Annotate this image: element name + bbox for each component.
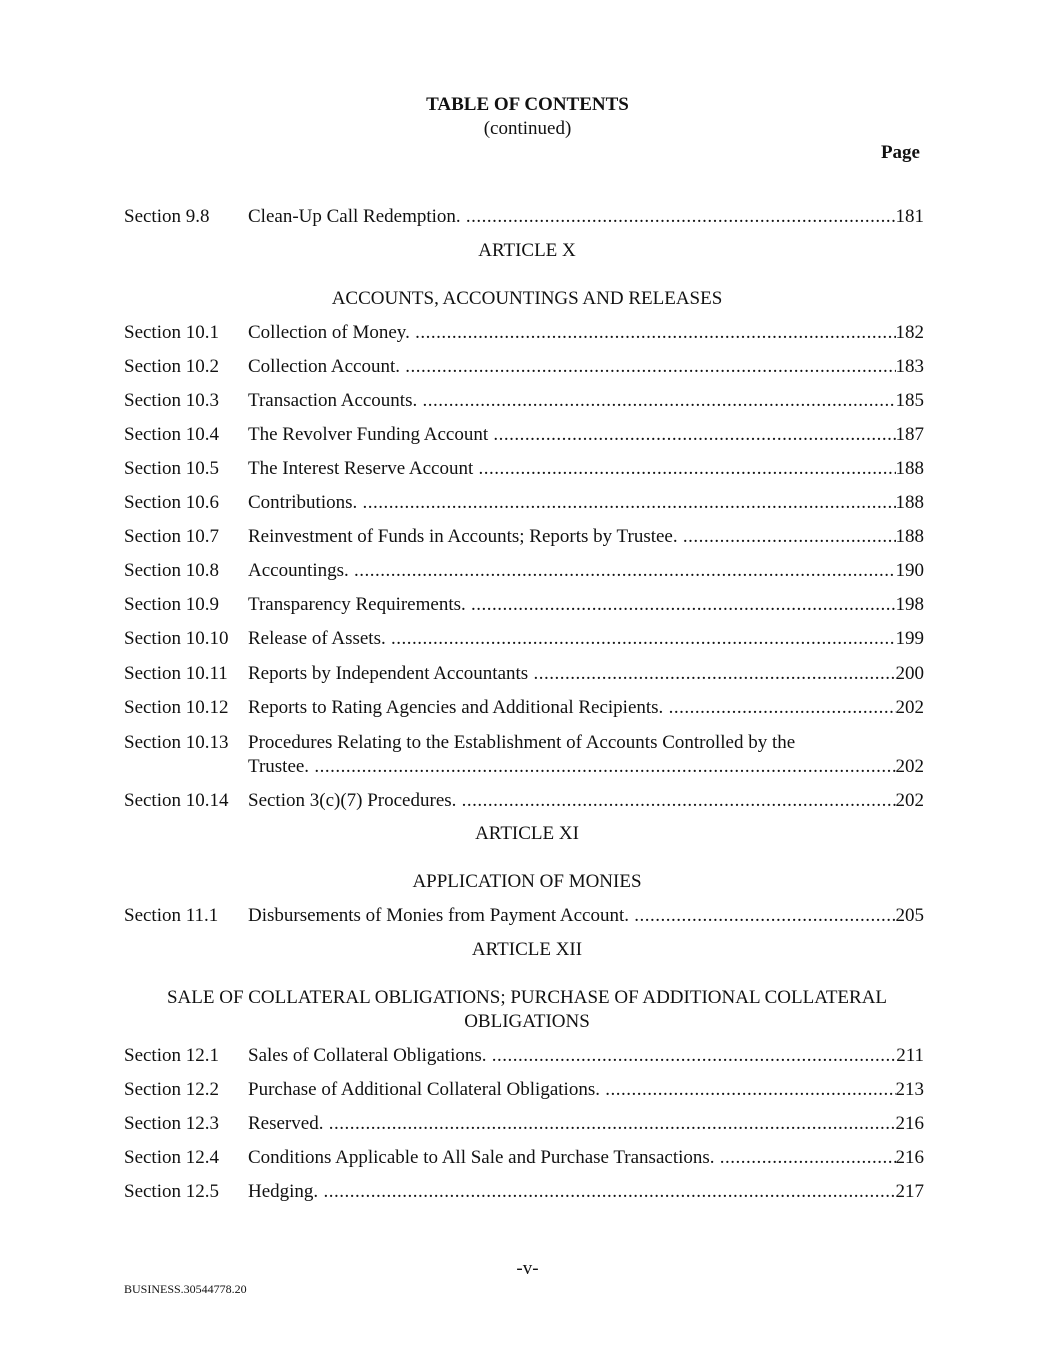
page-number: 202 <box>895 790 924 811</box>
page-number: 188 <box>895 526 924 547</box>
section-number: Section 12.2 <box>124 1079 219 1100</box>
section-number: Section 10.7 <box>124 526 219 547</box>
page-number: 205 <box>895 905 924 926</box>
section-title: Purchase of Additional Collateral Obligations. ..... <box>248 1079 896 1100</box>
section-number: Section 10.10 <box>124 628 229 649</box>
section-title: Section 3(c)(7) Procedures. ..... <box>248 790 896 811</box>
page-number: 217 <box>895 1181 924 1202</box>
section-title: The Revolver Funding Account ..... <box>248 424 896 445</box>
page-number: 202 <box>895 697 924 718</box>
page-number: 211 <box>896 1045 924 1066</box>
section-title: Disbursements of Monies from Payment Account. ..... <box>248 905 896 926</box>
section-number: Section 10.5 <box>124 458 219 479</box>
section-number: Section 10.9 <box>124 594 219 615</box>
toc-entry[interactable] <box>124 789 924 813</box>
section-title-line2: Trustee. ..... <box>248 756 896 777</box>
section-number: Section 12.1 <box>124 1045 219 1066</box>
page-number: 199 <box>895 628 924 649</box>
toc-entry[interactable] <box>124 423 924 447</box>
document-id: BUSINESS.30544778.20 <box>124 1282 247 1296</box>
page-number: 188 <box>895 458 924 479</box>
section-title: Collection Account. ..... <box>248 356 896 377</box>
section-number: Section 10.14 <box>124 790 229 811</box>
toc-entry[interactable] <box>124 389 924 413</box>
article-heading: ACCOUNTS, ACCOUNTINGS AND RELEASES <box>331 288 723 309</box>
article-heading-line1: SALE OF COLLATERAL OBLIGATIONS; PURCHASE OF ADDITIONAL COLLATERAL <box>166 987 888 1008</box>
page-number: 188 <box>895 492 924 513</box>
section-title: Accountings. ..... <box>248 560 896 581</box>
toc-subtitle: (continued) <box>483 118 572 139</box>
page-number: 198 <box>895 594 924 615</box>
article-label: ARTICLE XII <box>471 939 583 960</box>
section-title: Transaction Accounts. ..... <box>248 390 896 411</box>
section-number: Section 10.11 <box>124 663 228 684</box>
section-title: Transparency Requirements. ..... <box>248 594 896 615</box>
section-title-line1: Procedures Relating to the Establishment of Accounts Controlled by the <box>248 732 796 753</box>
page-number: 216 <box>895 1113 924 1134</box>
toc-entry[interactable] <box>124 593 924 617</box>
toc-entry[interactable] <box>124 662 924 686</box>
toc-entry[interactable] <box>124 1180 924 1204</box>
section-title: Reports by Independent Accountants ..... <box>248 663 896 684</box>
toc-entry[interactable] <box>124 1112 924 1136</box>
section-number: Section 12.3 <box>124 1113 219 1134</box>
page-number: 216 <box>895 1147 924 1168</box>
section-number: Section 12.4 <box>124 1147 219 1168</box>
toc-entry[interactable] <box>124 1044 924 1068</box>
section-title: The Interest Reserve Account ..... <box>248 458 896 479</box>
toc-entry[interactable] <box>124 355 924 379</box>
section-number: Section 9.8 <box>124 206 210 227</box>
article-heading: APPLICATION OF MONIES <box>412 871 642 892</box>
toc-entry[interactable] <box>124 525 924 549</box>
section-title: Reinvestment of Funds in Accounts; Reports by Trustee. ..... <box>248 526 896 547</box>
section-title: Reports to Rating Agencies and Additional Recipients. ..... <box>248 697 896 718</box>
page-number: 185 <box>895 390 924 411</box>
section-title: Sales of Collateral Obligations. ..... <box>248 1045 896 1066</box>
section-number: Section 10.13 <box>124 732 229 753</box>
article-label: ARTICLE XI <box>475 823 579 844</box>
section-number: Section 12.5 <box>124 1181 219 1202</box>
section-number: Section 10.6 <box>124 492 219 513</box>
article-label: ARTICLE X <box>478 240 576 261</box>
page-number: 183 <box>895 356 924 377</box>
section-number: Section 10.2 <box>124 356 219 377</box>
page-number: 182 <box>895 322 924 343</box>
page-number: 213 <box>895 1079 924 1100</box>
toc-entry[interactable] <box>124 491 924 515</box>
page-number: 181 <box>895 206 924 227</box>
page-column-header: Page <box>880 142 920 163</box>
section-title: Contributions. ..... <box>248 492 896 513</box>
section-title: Release of Assets. ..... <box>248 628 896 649</box>
toc-entry[interactable] <box>124 731 924 779</box>
toc-entry[interactable] <box>124 1146 924 1170</box>
page-number-footer: -v- <box>516 1258 539 1279</box>
section-title: Clean-Up Call Redemption. ..... <box>248 206 896 227</box>
section-number: Section 10.4 <box>124 424 219 445</box>
section-title: Hedging. ..... <box>248 1181 896 1202</box>
section-number: Section 10.8 <box>124 560 219 581</box>
toc-entry[interactable] <box>124 457 924 481</box>
section-number: Section 10.3 <box>124 390 219 411</box>
toc-entry[interactable] <box>124 205 924 229</box>
page-number: 202 <box>895 756 924 777</box>
toc-entry[interactable] <box>124 627 924 651</box>
section-number: Section 10.12 <box>124 697 229 718</box>
toc-entry[interactable] <box>124 1078 924 1102</box>
toc-entry[interactable] <box>124 321 924 345</box>
toc-entry[interactable] <box>124 559 924 583</box>
toc-title: TABLE OF CONTENTS <box>426 94 629 115</box>
section-title: Collection of Money. ..... <box>248 322 896 343</box>
page-number: 190 <box>895 560 924 581</box>
toc-entry[interactable] <box>124 904 924 928</box>
section-title: Reserved. ..... <box>248 1113 896 1134</box>
section-number: Section 10.1 <box>124 322 219 343</box>
section-number: Section 11.1 <box>124 905 219 926</box>
toc-entry[interactable] <box>124 696 924 720</box>
section-title: Conditions Applicable to All Sale and Purchase Transactions. ..... <box>248 1147 896 1168</box>
page-number: 200 <box>895 663 924 684</box>
page-number: 187 <box>895 424 924 445</box>
article-heading-line2: OBLIGATIONS <box>464 1011 590 1032</box>
